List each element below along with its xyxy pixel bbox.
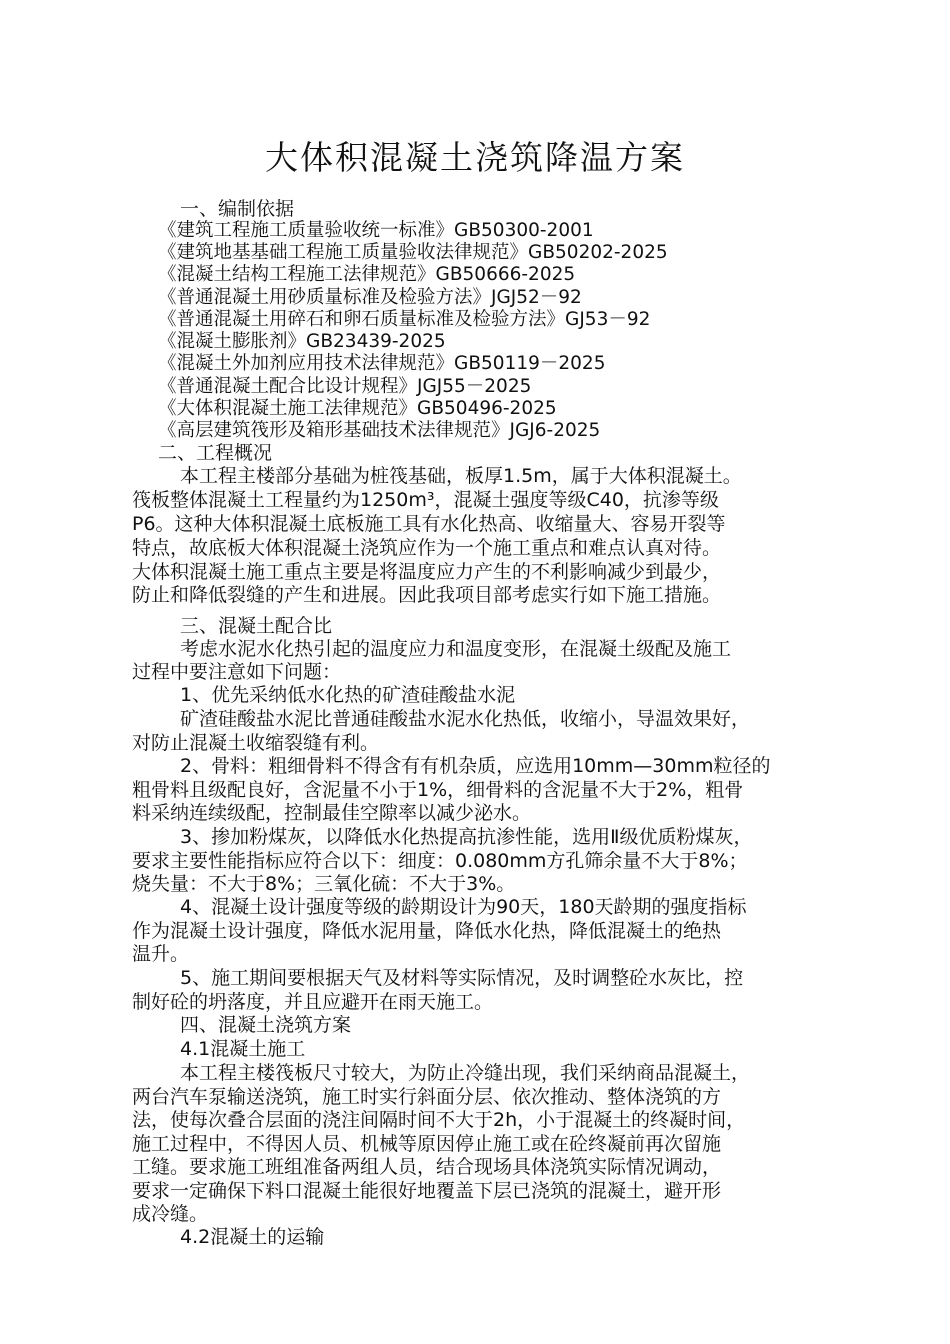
section-heading-mix: 三、混凝土配合比 [180, 615, 333, 637]
subsection-heading: 4.1混凝土施工 [180, 1038, 306, 1060]
reference-item: 《混凝土膨胀剂》GB23439-2025 [158, 331, 446, 352]
paragraph-line: 筏板整体混凝土工程量约为1250m³，混凝土强度等级C40，抗渗等级 [132, 489, 719, 511]
paragraph-line: 要求一定确保下料口混凝土能很好地覆盖下层已浇筑的混凝土，避开形 [132, 1180, 722, 1202]
reference-item: 《建筑地基基础工程施工质量验收法律规范》GB50202-2025 [158, 242, 668, 263]
paragraph-line: 制好砼的坍落度，并且应避开在雨天施工。 [132, 991, 494, 1013]
paragraph-line: 过程中要注意如下问题： [132, 661, 342, 683]
paragraph-line: 两台汽车泵输送浇筑，施工时实行斜面分层、依次推动、整体浇筑的方 [132, 1086, 722, 1108]
paragraph-line: 5、施工期间要根据天气及材料等实际情况，及时调整砼水灰比，控 [180, 967, 744, 989]
paragraph-line: 温升。 [132, 943, 190, 965]
item-heading: 1、优先采纳低水化热的矿渣硅酸盐水泥 [180, 684, 516, 706]
paragraph-line: 成冷缝。 [132, 1203, 209, 1225]
paragraph-line: 烧失量：不大于8%；三氧化硫：不大于3%。 [132, 873, 516, 895]
paragraph-line: 大体积混凝土施工重点主要是将温度应力产生的不利影响减少到最少， [132, 561, 722, 583]
paragraph-line: 2、骨料：粗细骨料不得含有有机杂质，应选用10mm—30mm粒径的 [180, 755, 771, 777]
paragraph-line: 本工程主楼筏板尺寸较大，为防止冷缝出现，我们采纳商品混凝土， [180, 1062, 751, 1084]
reference-item: 《建筑工程施工质量验收统一标准》GB50300-2001 [158, 220, 594, 241]
paragraph-line: 施工过程中，不得因人员、机械等原因停止施工或在砼终凝前再次留施 [132, 1133, 722, 1155]
paragraph-line: 防止和降低裂缝的产生和进展。因此我项目部考虑实行如下施工措施。 [132, 584, 722, 606]
paragraph-line: 粗骨料且级配良好，含泥量不小于1%，细骨料的含泥量不大于2%，粗骨 [132, 779, 744, 801]
reference-item: 《普通混凝土用砂质量标准及检验方法》JGJ52－92 [158, 287, 582, 308]
section-heading-basis: 一、编制依据 [180, 198, 295, 220]
reference-item: 《混凝土外加剂应用技术法律规范》GB50119－2025 [158, 353, 606, 374]
subsection-heading: 4.2混凝土的运输 [180, 1226, 325, 1248]
reference-item: 《普通混凝土用碎石和卵石质量标准及检验方法》GJ53－92 [158, 309, 651, 330]
paragraph-line: 特点，故底板大体积混凝土浇筑应作为一个施工重点和难点认真对待。 [132, 537, 722, 559]
paragraph-line: 要求主要性能指标应符合以下：细度：0.080mm方孔筛余量不大于8%； [132, 850, 748, 872]
paragraph-line: 对防止混凝土收缩裂缝有利。 [132, 732, 380, 754]
section-heading-overview: 二、工程概况 [158, 442, 273, 464]
paragraph-line: 4、混凝土设计强度等级的龄期设计为90天，180天龄期的强度指标 [180, 896, 747, 918]
paragraph-line: 工缝。要求施工班组准备两组人员，结合现场具体浇筑实际情况调动， [132, 1156, 722, 1178]
paragraph-line: 考虑水泥水化热引起的温度应力和温度变形，在混凝土级配及施工 [180, 638, 732, 660]
reference-item: 《大体积混凝土施工法律规范》GB50496-2025 [158, 398, 557, 419]
paragraph-line: 法，使每次叠合层面的浇注间隔时间不大于2h，小于混凝土的终凝时间， [132, 1109, 746, 1131]
reference-item: 《高层建筑筏形及箱形基础技术法律规范》JGJ6-2025 [158, 420, 601, 441]
paragraph-line: 料采纳连续级配，控制最佳空隙率以减少泌水。 [132, 802, 532, 824]
paragraph-line: 矿渣硅酸盐水泥比普通硅酸盐水泥水化热低，收缩小，导温效果好， [180, 708, 751, 730]
paragraph-line: 本工程主楼部分基础为桩筏基础，板厚1.5m，属于大体积混凝土。 [180, 465, 742, 487]
document-title: 大体积混凝土浇筑降温方案 [265, 138, 685, 177]
section-heading-pouring: 四、混凝土浇筑方案 [180, 1014, 352, 1036]
paragraph-line: 3、掺加粉煤灰，以降低水化热提高抗渗性能，选用Ⅱ级优质粉煤灰， [180, 826, 753, 848]
paragraph-line: P6。这种大体积混凝土底板施工具有水化热高、收缩量大、容易开裂等 [132, 513, 726, 535]
reference-item: 《普通混凝土配合比设计规程》JGJ55－2025 [158, 376, 532, 397]
paragraph-line: 作为混凝土设计强度，降低水泥用量，降低水化热，降低混凝土的绝热 [132, 920, 722, 942]
reference-item: 《混凝土结构工程施工法律规范》GB50666-2025 [158, 264, 576, 285]
